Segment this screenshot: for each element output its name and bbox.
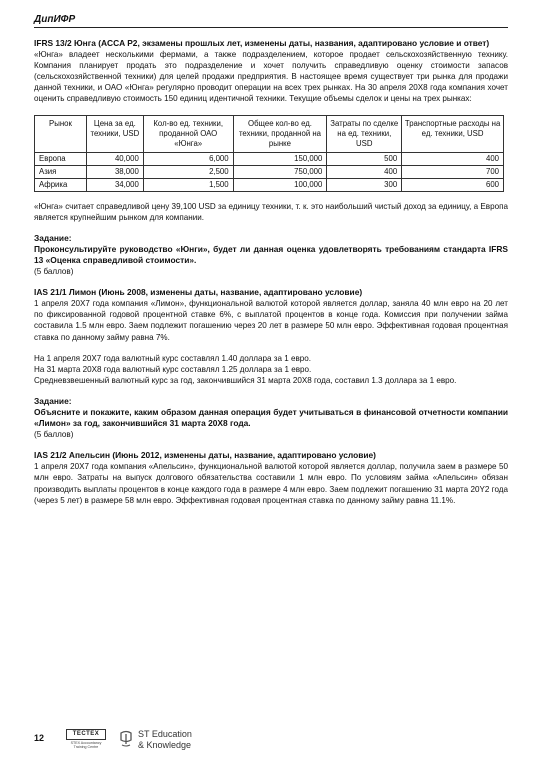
st-education-line2: & Knowledge <box>138 739 192 750</box>
stex-logo <box>66 729 106 751</box>
section2-task-text: Объясните и покажите, каким образом данная операция будет учитываться в финансовой отчетности компании «Лимон» за год, закончившийся 31 марта 20X8 года. <box>34 406 508 429</box>
table-cell: 2,500 <box>143 165 233 178</box>
table-row <box>35 165 504 178</box>
column-header: Общее кол-во ед. техники, проданной на рынке <box>233 115 327 152</box>
section2-rate-3: Средневзвешенный валютный курс за год, закончившийся 31 марта 20X8 года, составил 1.3 доллара за 1 евро. <box>34 375 457 385</box>
table-cell: Азия <box>35 165 87 178</box>
column-header: Затраты по сделке на ед. техники, USD <box>327 115 402 152</box>
table-header-row <box>35 115 504 152</box>
table-cell: 700 <box>402 165 504 178</box>
section3-paragraph: 1 апреля 20X7 года компания «Апельсин», функциональной валютой которой является доллар, получила заем в размере 50 млн евро. Затраты на выпуск долгового обязательства составили 1 млн евро. По условиям займа «Апельсин» обязан производить выплаты процентов в конце каждого года в размере 4 млн евро. Заем подлежит погашению 31 марта 20Y2 года (через 5 лет) в размере 58 млн евро. Эффективная годовая процентная ставка по данному займу равна 11.1%. <box>34 462 508 505</box>
stex-logo-text: ТЕСТЕХ <box>66 729 106 740</box>
table-cell: 34,000 <box>86 178 143 191</box>
table-cell: 600 <box>402 178 504 191</box>
table-cell: 38,000 <box>86 165 143 178</box>
column-header: Транспортные расходы на ед. техники, USD <box>402 115 504 152</box>
table-cell: 300 <box>327 178 402 191</box>
table-cell: Африка <box>35 178 87 191</box>
section1-score: (5 баллов) <box>34 267 74 277</box>
table-cell: 1,500 <box>143 178 233 191</box>
section1-task-text: Проконсультируйте руководство «Юнги», будет ли данная оценка удовлетворять требованиям стандарта IFRS 13 «Оценка справедливой стоимости». <box>34 243 508 265</box>
table-row <box>35 178 504 191</box>
table-cell: Европа <box>35 152 87 165</box>
section2-score: (5 баллов) <box>34 430 74 440</box>
column-header: Рынок <box>35 115 87 152</box>
section2-task-label: Задание: <box>34 395 72 406</box>
table-cell: 400 <box>402 152 504 165</box>
section2-heading: IAS 21/1 Лимон (Июнь 2008, изменены даты, название, адаптировано условие) <box>34 287 363 298</box>
table-cell: 500 <box>327 152 402 165</box>
page-header <box>34 14 508 28</box>
table-cell: 400 <box>327 165 402 178</box>
section1-task-label: Задание: <box>34 232 72 243</box>
section1-conclusion: «Юнга» считает справедливой цену 39,100 USD за единицу техники, т. к. это наибольший чистый доход за единицу, а Европа является крупнейшим рынком для компании. <box>34 201 508 222</box>
stex-logo-subtitle: STEX Accountancy Training Centre <box>70 741 102 750</box>
column-header: Цена за ед. техники, USD <box>86 115 143 152</box>
section2-rate-2: На 31 марта 20X8 года валютный курс составлял 1.25 доллара за 1 евро. <box>34 364 312 374</box>
table-cell: 750,000 <box>233 165 327 178</box>
section3-heading: IAS 21/2 Апельсин (Июнь 2012, изменены даты, название, адаптировано условие) <box>34 450 376 461</box>
table-cell: 100,000 <box>233 178 327 191</box>
table-cell: 150,000 <box>233 152 327 165</box>
page-content <box>34 38 508 506</box>
section2-rate-1: На 1 апреля 20X7 года валютный курс составлял 1.40 доллара за 1 евро. <box>34 353 312 363</box>
section2-paragraph: 1 апреля 20X7 года компания «Лимон», функциональной валютой которой является доллар, заняла 40 млн евро на 20 лет по фиксированной годовой процентной ставке 6%, с выплатой процентов в конце года. Комиссия при получении займа составила 1.5 млн евро. Заем подлежит погашению через 20 лет в размере 50 млн евро. Эффективная годовая процентная ставка по данному займу равна 7%. <box>34 299 508 342</box>
section1-heading: IFRS 13/2 Юнга (ACCA P2, экзамены прошлых лет, изменены даты, названия, адаптировано условие и ответ) <box>34 38 490 48</box>
table-cell: 6,000 <box>143 152 233 165</box>
table-cell: 40,000 <box>86 152 143 165</box>
st-education-icon <box>118 730 134 748</box>
column-header: Кол-во ед. техники, проданной ОАО «Юнга» <box>143 115 233 152</box>
header-title: ДипИФР <box>34 14 76 25</box>
st-education-line1: ST Education <box>138 729 192 739</box>
markets-table <box>34 115 504 192</box>
page-footer <box>34 727 508 753</box>
section1-paragraph: «Юнга» владеет несколькими фермами, а также подразделением, которое продает сельскохозяйственную технику. Компания планирует продать это подразделение и хочет получить справедливую оценку стоимости запасов (сельскохозяйственной техники) для целей продажи предприятия. В настоящее время существует три рынка для продажи данной техники, и ОАО «Юнга» регулярно проводит операции на всех трех рынках. На 30 апреля 20X8 года компания хочет оценить справедливую стоимость 150 единиц идентичной техники. Текущие объемы сделок и цены на трех рынках: <box>34 50 508 104</box>
table-row <box>35 152 504 165</box>
st-education-logo <box>118 728 218 752</box>
page-number: 12 <box>34 733 45 743</box>
